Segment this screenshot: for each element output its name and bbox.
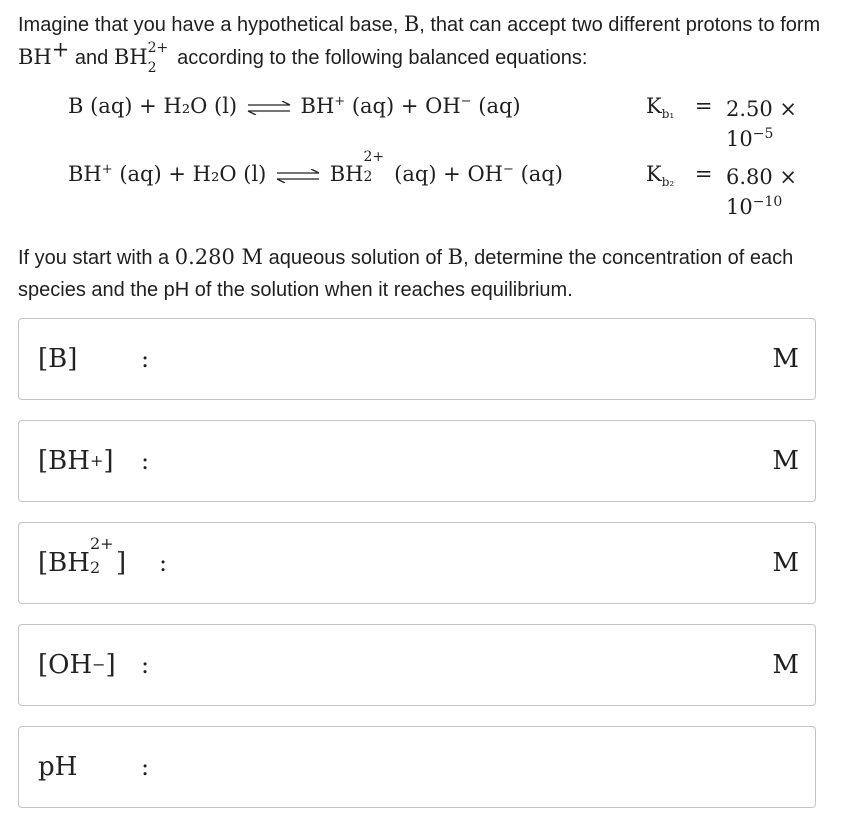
eq2-reactant-rest: (aq) + H₂O (l): [112, 162, 267, 186]
ph-input[interactable]: [169, 737, 763, 797]
intro-text-1: Imagine that you have a hypothetical base,: [18, 14, 404, 36]
label-subscript: 2: [89, 558, 101, 577]
eq2-reactant-charge: +: [101, 162, 113, 177]
answer-colon: :: [141, 447, 150, 475]
question-paragraph: [18, 241, 830, 306]
eq2-product-bh2: BH: [329, 162, 364, 186]
label-bracket: ]: [103, 446, 114, 476]
answer-row-ph: [18, 726, 816, 808]
answer-label-bh2: [38, 523, 126, 603]
kb2-subscript: b₂: [661, 175, 675, 190]
answer-row-bh2: [18, 522, 816, 604]
kb1-value-base: 10: [726, 127, 753, 151]
initial-concentration: 0.280 M: [174, 245, 264, 269]
eq2-product-rest: (aq) + OH: [387, 162, 503, 186]
answer-label-oh: [OH − ]: [38, 650, 116, 680]
bh-charge: +: [51, 37, 70, 62]
eq1-product-bh: BH: [300, 94, 335, 118]
kb1-subscript: b₁: [661, 107, 675, 122]
eq2-product-charge: 2+: [363, 149, 385, 165]
equilibrium-arrow-icon: [275, 169, 321, 183]
unit-molar: M: [772, 446, 799, 476]
answer-colon: :: [141, 753, 150, 781]
answer-row-b: [18, 318, 816, 400]
eq2-product-subscript: 2: [363, 169, 373, 185]
kb2-value: [726, 162, 797, 222]
label-text: [BH: [38, 548, 90, 578]
eq2-reactant-bh: BH: [68, 162, 102, 186]
answer-row-bh: [18, 420, 816, 502]
intro-text-3: according to the following balanced equations:: [171, 47, 588, 69]
eq1-oh-charge: −: [460, 94, 472, 109]
unit-molar: M: [772, 650, 799, 680]
kb1-value-mantissa: 2.50 ×: [726, 97, 798, 121]
kb1-equals: =: [694, 94, 713, 118]
eq1-reactants: B (aq) + H₂O (l): [68, 94, 238, 118]
b-concentration-input[interactable]: [169, 329, 763, 389]
answer-label-ph: [38, 727, 77, 807]
oh-concentration-input[interactable]: [169, 635, 763, 695]
answer-row-oh: [18, 624, 816, 706]
answer-colon: :: [159, 549, 168, 577]
label-bracket: ]: [115, 548, 127, 578]
unit-molar: M: [772, 344, 799, 374]
label-text: [BH: [38, 446, 90, 476]
kb1-value: [726, 94, 797, 154]
question-text-2: aqueous solution of: [263, 247, 448, 269]
label-text: pH: [38, 752, 78, 782]
bh-concentration-input[interactable]: [169, 431, 763, 491]
question-base-symbol: B: [447, 245, 464, 269]
equilibrium-arrow-icon: [246, 101, 292, 115]
answer-colon: :: [141, 345, 150, 373]
bh2-concentration-input[interactable]: [179, 533, 773, 593]
kb2-value-base: 10: [726, 195, 753, 219]
label-charge: 2+: [89, 534, 114, 553]
label-bracket: ]: [105, 650, 116, 680]
bh2-charge: 2+: [147, 40, 169, 56]
intro-paragraph: [18, 8, 830, 74]
kb1-label: [646, 94, 713, 122]
bh2-symbol: BH: [113, 45, 148, 69]
equation-1: [68, 94, 521, 118]
eq1-product-tail: (aq): [471, 94, 521, 118]
bh2-subscript: 2: [147, 60, 157, 76]
bh-symbol: BH: [18, 45, 52, 69]
kb2-label: [646, 162, 713, 190]
eq2-product-tail: (aq): [513, 162, 563, 186]
question-text-3: , determine the concentration of each species and the pH of the solution when it reaches equilibrium.: [18, 247, 794, 301]
intro-and: and: [69, 47, 114, 69]
eq1-product-charge: +: [334, 94, 346, 109]
label-text: [OH: [38, 650, 93, 680]
answer-label-b: [38, 319, 77, 399]
kb2-value-exponent: −10: [752, 194, 783, 210]
unit-molar: M: [772, 548, 799, 578]
kb2-equals: =: [694, 162, 713, 186]
kb1-k: K: [646, 94, 662, 118]
answer-label-bh: [BH + ]: [38, 446, 114, 476]
base-symbol: B: [403, 12, 420, 36]
eq2-oh-charge: −: [502, 162, 514, 177]
answer-colon: :: [141, 651, 150, 679]
eq1-product-rest: (aq) + OH: [345, 94, 461, 118]
label-text: [B]: [38, 344, 78, 374]
kb2-value-mantissa: 6.80 ×: [726, 165, 798, 189]
equation-2: [68, 149, 563, 186]
kb1-value-exponent: −5: [752, 126, 774, 142]
kb2-k: K: [646, 162, 662, 186]
intro-text-2: , that can accept two different protons to form: [419, 14, 821, 36]
question-text-1: If you start with a: [18, 247, 175, 269]
